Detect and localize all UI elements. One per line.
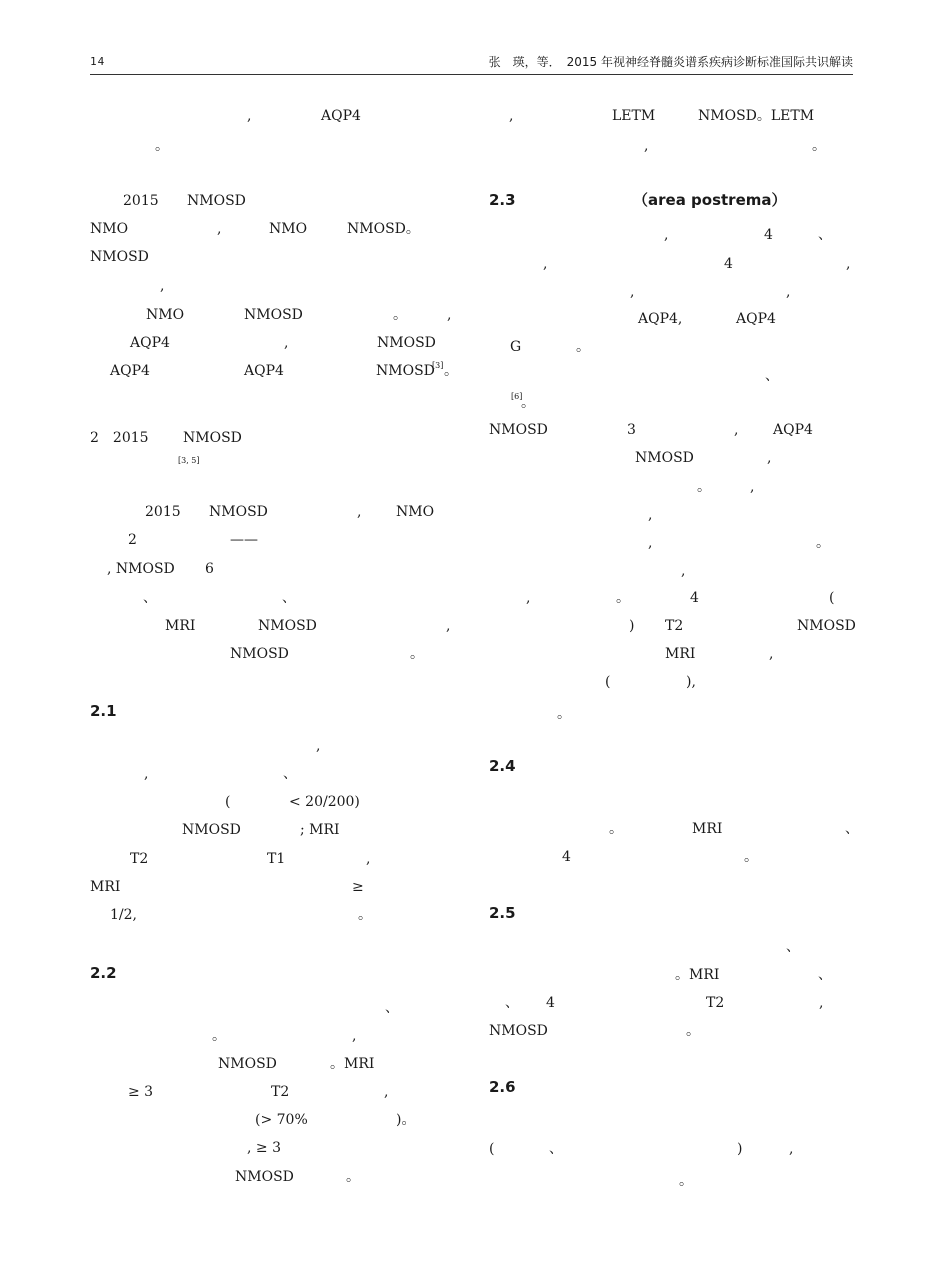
text-fragment: 。 [697, 479, 711, 495]
text-fragment: 、 [505, 995, 519, 1011]
text-fragment: 。 [212, 1028, 226, 1044]
citation-superscript: [6] [511, 392, 523, 401]
text-fragment: NMOSD [489, 1023, 548, 1039]
text-fragment: 。 [444, 363, 458, 379]
text-fragment: AQP4 [773, 422, 813, 438]
text-fragment: , [217, 221, 222, 237]
text-fragment: MRI [692, 821, 723, 837]
text-fragment: , [247, 108, 252, 124]
running-title: 张 瑛，等． 2015 年视神经脊髓炎谱系疾病诊断标准国际共识解读 [488, 55, 853, 69]
citation-superscript: [3, 5] [178, 456, 200, 465]
text-fragment: , [284, 335, 289, 351]
text-fragment: 、 [818, 967, 832, 983]
running-header [90, 52, 853, 75]
text-fragment: 。 [816, 535, 830, 551]
text-fragment: T2 [706, 995, 725, 1011]
section-heading: （area postrema） [633, 191, 787, 209]
text-fragment: 4 [764, 227, 773, 243]
text-fragment: NMOSD [218, 1056, 277, 1072]
text-fragment: ( [605, 674, 611, 690]
text-fragment: NMOSD。 [347, 221, 420, 237]
text-fragment: 1/2, [110, 907, 137, 923]
text-fragment: —— [230, 532, 258, 548]
citation-superscript: [3] [432, 361, 444, 370]
text-fragment: 2 [128, 532, 137, 548]
text-fragment: MRI [90, 879, 121, 895]
text-fragment: 、 [283, 766, 297, 782]
text-fragment: NMOSD [209, 504, 268, 520]
text-fragment: ; MRI [300, 822, 340, 838]
text-fragment: )。 [396, 1112, 416, 1128]
text-fragment: , [384, 1084, 389, 1100]
text-fragment: 。MRI [330, 1056, 375, 1072]
text-fragment: T2 [271, 1084, 290, 1100]
text-fragment: 6 [205, 561, 214, 577]
text-fragment: 3 [627, 422, 636, 438]
text-fragment: NMOSD [183, 430, 242, 446]
text-fragment: T2 [665, 618, 684, 634]
text-fragment: NMOSD [230, 646, 289, 662]
text-fragment: ( [829, 590, 835, 606]
text-fragment: AQP4, [638, 311, 683, 327]
section-heading: 2.6 [489, 1078, 516, 1096]
text-fragment: , [630, 284, 635, 300]
section-heading: 2.2 [90, 964, 117, 982]
text-fragment: ) [629, 618, 635, 634]
section-heading: 2.5 [489, 904, 516, 922]
text-fragment: 。 [521, 395, 535, 411]
text-fragment: 、 [282, 590, 296, 606]
text-fragment: , [446, 618, 451, 634]
text-fragment: 。 [679, 1173, 693, 1189]
text-fragment: NMOSD [377, 335, 436, 351]
text-fragment: 。 [812, 138, 826, 154]
text-fragment: 。 [609, 821, 623, 837]
text-fragment: ( [489, 1141, 495, 1157]
text-fragment: , [664, 227, 669, 243]
text-fragment: NMO [269, 221, 308, 237]
text-fragment: T2 [130, 851, 149, 867]
text-fragment: 4 [690, 590, 699, 606]
text-fragment: , [357, 504, 362, 520]
text-fragment: , ≥ 3 [247, 1140, 281, 1156]
text-fragment: , [750, 479, 755, 495]
text-fragment: NMOSD [635, 450, 694, 466]
text-fragment: NMOSD [489, 422, 548, 438]
page-number: 14 [90, 55, 106, 68]
text-fragment: < 20/200) [289, 794, 360, 810]
text-fragment: , [352, 1028, 357, 1044]
text-fragment: NMOSD [187, 193, 246, 209]
text-fragment: , [681, 563, 686, 579]
text-fragment: , [648, 507, 653, 523]
text-fragment: NMO [146, 307, 185, 323]
text-fragment: ( [225, 794, 231, 810]
text-fragment: 、 [786, 939, 800, 955]
text-fragment: , [366, 851, 371, 867]
text-fragment: , [648, 535, 653, 551]
text-fragment: 、 [385, 1000, 399, 1016]
text-fragment: AQP4 [244, 363, 284, 379]
text-fragment: AQP4 [321, 108, 361, 124]
text-fragment: 。 [346, 1169, 360, 1185]
text-fragment: , [734, 422, 739, 438]
text-fragment: NMO [396, 504, 435, 520]
text-fragment: 、 [143, 590, 157, 606]
text-fragment: AQP4 [130, 335, 170, 351]
text-fragment: 4 [724, 256, 733, 272]
text-fragment: , [644, 138, 649, 154]
text-fragment: 、 [549, 1141, 563, 1157]
text-fragment: NMOSD [258, 618, 317, 634]
text-fragment: , [786, 284, 791, 300]
text-fragment: MRI [665, 646, 696, 662]
text-fragment: 。 [616, 590, 630, 606]
text-fragment: , [144, 766, 149, 782]
text-fragment: (> 70% [255, 1112, 308, 1128]
text-fragment: 。 [576, 339, 590, 355]
text-fragment: 。MRI [675, 967, 720, 983]
text-fragment: 2 2015 [90, 430, 149, 446]
text-fragment: NMOSD [235, 1169, 294, 1185]
text-fragment: T1 [267, 851, 286, 867]
text-fragment: NMOSD。LETM [698, 108, 815, 124]
text-fragment: NMOSD [244, 307, 303, 323]
text-fragment: 4 [562, 849, 571, 865]
text-fragment: NMOSD [90, 249, 149, 265]
text-fragment: NMOSD [797, 618, 856, 634]
text-fragment: , [767, 450, 772, 466]
section-heading: 2.4 [489, 757, 516, 775]
text-fragment: , [447, 307, 452, 323]
text-fragment: 。 [686, 1023, 700, 1039]
text-fragment: AQP4 [110, 363, 150, 379]
text-fragment: , [789, 1141, 794, 1157]
text-fragment: NMOSD [376, 363, 435, 379]
text-fragment: , [526, 590, 531, 606]
text-fragment: LETM [612, 108, 656, 124]
text-fragment: ≥ [352, 879, 364, 895]
text-fragment: NMOSD [182, 822, 241, 838]
text-fragment: MRI [165, 618, 196, 634]
text-fragment: , [160, 278, 165, 294]
text-fragment: , [819, 995, 824, 1011]
text-fragment: AQP4 [736, 311, 776, 327]
text-fragment: 。 [155, 138, 169, 154]
text-fragment: , [509, 108, 514, 124]
section-heading: 2.1 [90, 702, 117, 720]
text-fragment: G [510, 339, 522, 355]
text-fragment: 4 [546, 995, 555, 1011]
text-fragment: 2015 [123, 193, 159, 209]
text-fragment: , [769, 646, 774, 662]
text-fragment: 。 [557, 706, 571, 722]
text-fragment: NMO [90, 221, 129, 237]
text-fragment: , [316, 738, 321, 754]
text-fragment: 、 [765, 368, 779, 384]
text-fragment: ), [686, 674, 696, 690]
text-fragment: ≥ 3 [128, 1084, 154, 1100]
text-fragment: 。 [358, 907, 372, 923]
text-fragment: , [543, 256, 548, 272]
text-fragment: 、 [818, 227, 832, 243]
text-fragment: 。 [410, 646, 424, 662]
text-fragment: 。 [744, 849, 758, 865]
section-heading: 2.3 [489, 191, 516, 209]
text-fragment: 2015 [145, 504, 181, 520]
text-fragment: 。 [393, 307, 407, 323]
text-fragment: ) [737, 1141, 743, 1157]
text-fragment: , [846, 256, 851, 272]
text-fragment: 、 [845, 821, 859, 837]
text-fragment: , NMOSD [107, 561, 175, 577]
